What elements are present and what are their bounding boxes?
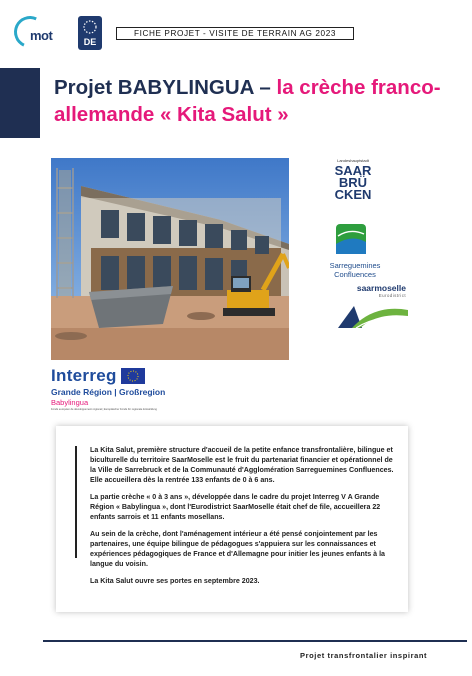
interreg-logo-name: Interreg [51, 366, 117, 385]
sarreguemines-logo-icon [322, 222, 388, 256]
construction-photo [51, 158, 289, 360]
saarbrucken-logo-line1: SAAR [334, 163, 372, 178]
mot-logo: mot [30, 28, 53, 43]
title-part-1: Projet BABYLINGUA – [54, 76, 277, 99]
footer-text: Projet transfrontalier inspirant [300, 651, 428, 660]
saarmoselle-logo-line2: Eurodistrict [378, 293, 406, 298]
saarmoselle-logo-icon [334, 298, 412, 332]
description-paragraph-1: La Kita Salut, première structure d'accueil de la petite enfance transfrontalière, bilingue et biculturelle du territoire SaarMoselle est le fruit du partenariat financier et opérationnel de la Ville de Sarrebruck et de la Communauté d'Agglomération Sarreguemines Confluences. Elle accueillera dès la rentrée 133 enfants de 0 à 6 ans. [90, 446, 394, 484]
saarbrucken-logo [328, 158, 378, 206]
saarmoselle-logo-line1: saarmoselle [356, 283, 406, 293]
saarmoselle-logo [334, 283, 412, 337]
title-part-2: la crèche franco-allemande « Kita Salut » [54, 76, 441, 126]
title-accent-bar [0, 68, 40, 138]
interreg-logo [51, 366, 211, 416]
description-text [90, 445, 396, 593]
interreg-logo-project: Babylingua [51, 398, 89, 407]
page-title [54, 74, 464, 128]
eu-flag-icon [121, 368, 145, 384]
footer-divider [43, 640, 467, 642]
interreg-logo-tagline: Fonds européen de développement régional | Europäischer Fonds für regionale Entwicklung [51, 408, 157, 411]
de-logo-text: DE [83, 37, 97, 47]
description-rule [75, 446, 77, 558]
description-paragraph-4: La Kita Salut ouvre ses portes en septembre 2023. [90, 577, 260, 585]
saarbrucken-logo-top: Landeshauptstadt [337, 158, 369, 163]
de-logo-icon [78, 16, 102, 50]
description-paragraph-3: Au sein de la crèche, dont l'aménagement intérieur a été pensé conjointement par les partenaires, une équipe bilingue de pédagogues s'appuiera sur les connaissances et expériences pédagogiques de France et d'Allemagne pour initier les jeunes enfants à la langue du voisin. [90, 530, 385, 568]
sarreguemines-logo-line2: Confluences [334, 270, 376, 279]
interreg-logo-region: Grande Région | Großregion [51, 387, 166, 397]
description-paragraph-2: La partie crèche « 0 à 3 ans », développée dans le cadre du projet Interreg V A Grande Région « Babylingua », dont l'Eurodistrict SaarMoselle était chef de file, accueillera 22 enfants sarrois et 11 enfants mosellans. [90, 493, 381, 521]
header-tag: FICHE PROJET - VISITE DE TERRAIN AG 2023 [116, 27, 354, 40]
sarreguemines-logo-line1: Sarreguemines [329, 261, 381, 270]
sarreguemines-logo [322, 222, 388, 282]
saarbrucken-logo-line3: CKEN [334, 187, 372, 202]
saarbrucken-logo-line2: BRÜ [338, 175, 368, 190]
